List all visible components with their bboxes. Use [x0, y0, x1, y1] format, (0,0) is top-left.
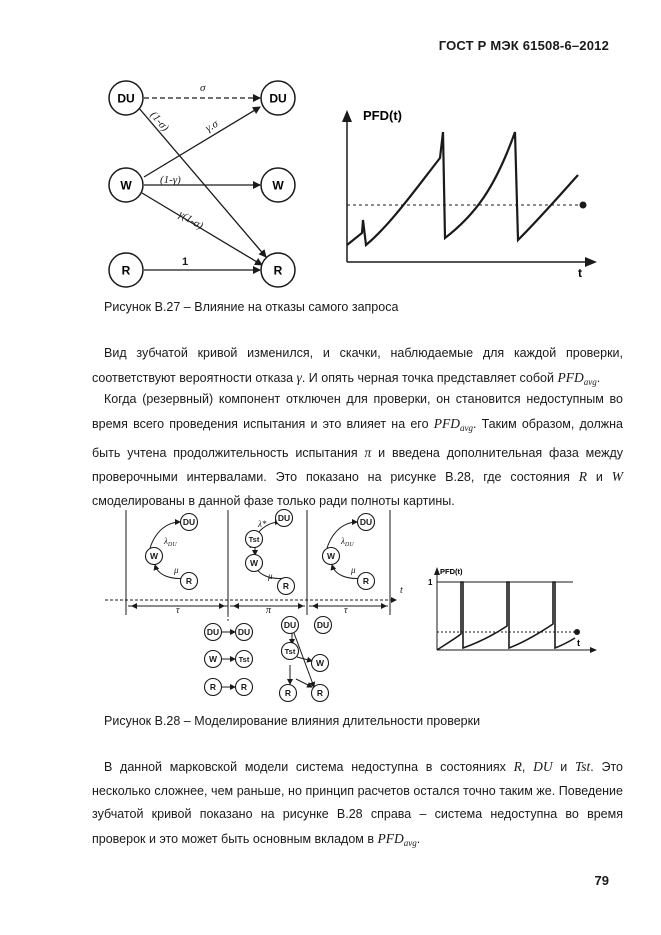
paragraph-1: Вид зубчатой кривой изменился, и скачки, наблюдаемые для каждой проверки, соответствуют вероятности отказа γ. И опять черная точка представляет собой $PFD_{avg}$. [92, 346, 623, 387]
map2-tst-from: Tst [284, 647, 296, 656]
plot-28-average-point [574, 629, 580, 635]
plot-28-xlabel: t [577, 638, 580, 648]
p3-du-label: DU [359, 517, 373, 527]
standard-header: ГОСТ Р МЭК 61508-6–2012 [438, 38, 609, 53]
label-one-minus-gamma: (1-γ) [160, 174, 181, 186]
state-r-right [261, 253, 295, 287]
map-r-to: R [240, 682, 248, 692]
figure-28-pfd-plot [425, 562, 600, 660]
figure-28-caption: Рисунок В.28 – Моделирование влияния длительности проверки [104, 714, 481, 728]
map2-w-to: W [315, 658, 325, 668]
p3-mu: μ [351, 565, 356, 575]
label-gamma-one-minus-sigma: γ(1-σ) [176, 208, 206, 233]
p3-r-label: R [362, 576, 370, 586]
p2-w-label: W [249, 558, 259, 568]
map-r-from: R [209, 682, 217, 692]
state-du-right [261, 81, 295, 115]
p1-lambda: $\lambda_{DU}$ [164, 536, 177, 548]
paragraph-2: Когда (резервный) компонент отключен для проверки, он становится недоступным во время всего проведения испытания и это влияет на его $PFD_{avg}$. Таким образом, должна быть учтена продолжительность испытания π и введена дополнительная фаза между проверочными интервалами. Это показано на рисунке В.28, где состояния R и W смоделированы в данной фазе только ради полноты картины. [92, 392, 623, 508]
map-du-to: DU [237, 627, 251, 637]
map-tst-to: Tst [238, 655, 250, 664]
label-one-minus-sigma: (1-σ) [147, 109, 171, 134]
p1-r-label: R [185, 576, 193, 586]
map2-r-to: R [316, 688, 324, 698]
state-du-right-label: DU [269, 91, 287, 106]
p3-lambda: $\lambda_{DU}$ [341, 536, 354, 548]
p1-w-label: W [149, 551, 159, 561]
plot-27-ylabel: PFD(t) [363, 108, 402, 123]
paragraph-3: В данной марковской модели система недоступна в состояниях R, DU и Tst. Это несколько сложнее, чем раньше, но принцип расчетов остался точно таким же. Поведение зубчатой кривой показано на рисунке В.28 справа – система недоступна во время проверок и это может быть основным вкладом в $PFD_{avg}$. [92, 759, 623, 848]
tau-label-2: τ [344, 605, 348, 616]
state-w-left-label: W [120, 178, 132, 193]
label-one: 1 [182, 256, 189, 268]
figure-27-markov-graph [100, 75, 310, 290]
pi-label: π [266, 605, 272, 616]
plot-28-sawtooth-curve [437, 582, 575, 650]
p3-w-label: W [326, 551, 336, 561]
state-du-left-label: DU [117, 91, 135, 106]
figure-28-phase-model [100, 505, 420, 705]
map-du-from: DU [206, 627, 220, 637]
state-r-left-label: R [121, 263, 131, 278]
state-r-right-label: R [273, 263, 283, 278]
p2-du-label: DU [277, 513, 291, 523]
plot-27-xlabel: t [578, 266, 582, 280]
label-gamma-sigma: γ.σ [203, 117, 221, 135]
map2-r-from: R [284, 688, 292, 698]
p1-du-label: DU [182, 517, 196, 527]
plot-27-average-point [580, 202, 587, 209]
state-w-right [261, 168, 295, 202]
state-w-left [109, 168, 143, 202]
label-sigma: σ [200, 82, 206, 94]
map2-du-from: DU [283, 620, 297, 630]
figure-27-caption: Рисунок В.27 – Влияние на отказы самого запроса [104, 300, 399, 314]
p2-r-label: R [282, 581, 290, 591]
figure-27-pfd-plot [335, 100, 605, 280]
state-w-right-label: W [272, 178, 284, 193]
p2-lambda-star: λ* [258, 519, 267, 529]
plot-27-sawtooth-curve [347, 132, 578, 245]
tau-label-1: τ [176, 605, 180, 616]
plot-28-ylabel: PFD(t) [440, 567, 463, 576]
plot-28-one-label: 1 [428, 578, 433, 587]
p2-tst-label: Tst [248, 535, 260, 544]
map-w-from: W [208, 654, 218, 664]
state-r-left [109, 253, 143, 287]
map2-du-to: DU [316, 620, 330, 630]
p1-mu: μ [174, 565, 179, 575]
time-axis-label: t [400, 585, 403, 596]
page-number: 79 [594, 873, 609, 888]
state-du-left [109, 81, 143, 115]
p2-mu: μ [268, 571, 273, 581]
